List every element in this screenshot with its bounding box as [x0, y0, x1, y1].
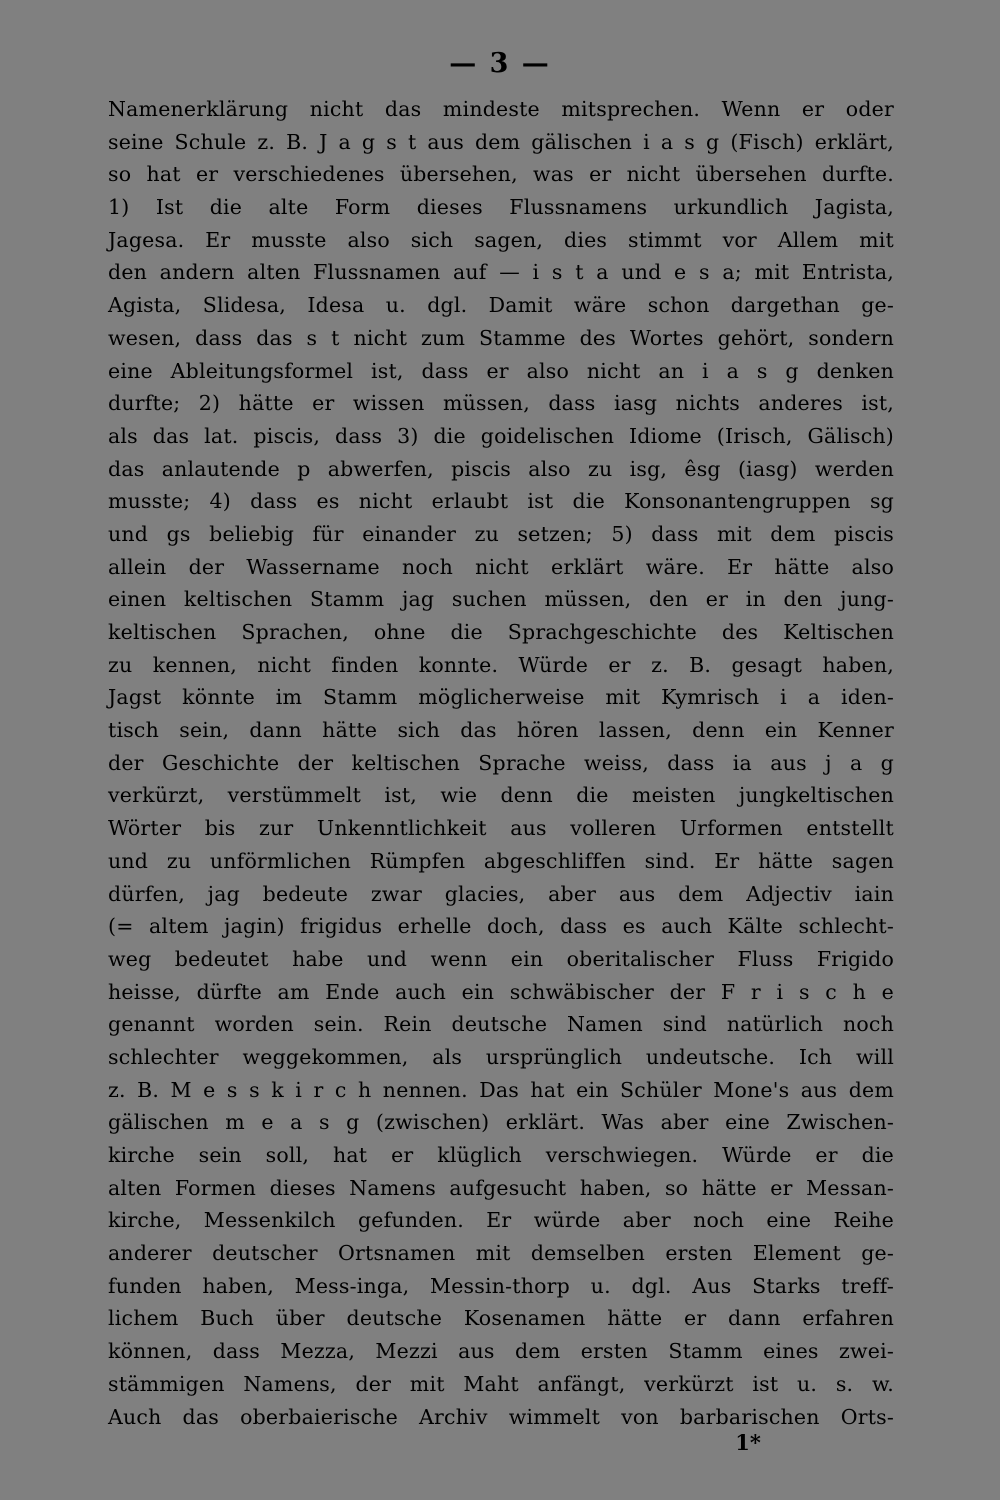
text-line: dürfen, jag bedeute zwar glacies, aber aus dem Adjectiv iain: [108, 881, 894, 906]
text-line: den andern alten Flussnamen auf — i s t a und e s a; mit Entrista,: [108, 260, 894, 285]
text-line: eine Ableitungsformel ist, dass er also nicht an i a s g denken: [108, 358, 894, 383]
text-line: als das lat. piscis, dass 3) die goidelischen Idiome (Irisch, Gälisch): [108, 423, 894, 448]
text-line: und zu unförmlichen Rümpfen abgeschliffen sind. Er hätte sagen: [108, 848, 894, 873]
text-line: Namenerklärung nicht das mindeste mitsprechen. Wenn er oder: [108, 97, 894, 121]
text-line: musste; 4) dass es nicht erlaubt ist die Konsonantengruppen sg: [108, 489, 894, 514]
text-line: lichem Buch über deutsche Kosenamen hätte er dann erfahren: [108, 1306, 894, 1331]
text-line: Jagesa. Er musste also sich sagen, dies stimmt vor Allem mit: [108, 227, 894, 252]
text-line: zu kennen, nicht finden konnte. Würde er z. B. gesagt haben,: [108, 652, 894, 677]
text-line: das anlautende p abwerfen, piscis also zu isg, êsg (iasg) werden: [108, 456, 894, 481]
text-line: stämmigen Namens, der mit Maht anfängt, verkürzt ist u. s. w.: [108, 1371, 894, 1396]
text-line: (= altem jagin) frigidus erhelle doch, dass es auch Kälte schlecht-: [108, 914, 894, 939]
text-line: seine Schule z. B. J a g s t aus dem gälischen i a s g (Fisch) erklärt,: [108, 129, 894, 154]
body-text: [108, 93, 894, 1433]
text-line: tisch sein, dann hätte sich das hören lassen, denn ein Kenner: [108, 718, 894, 743]
text-line: alten Formen dieses Namens aufgesucht haben, so hätte er Messan-: [108, 1175, 894, 1200]
text-line: Agista, Slidesa, Idesa u. dgl. Damit wäre schon dargethan ge-: [108, 293, 894, 318]
text-line: verkürzt, verstümmelt ist, wie denn die meisten jungkeltischen: [108, 783, 894, 808]
text-line: Jagst könnte im Stamm möglicherweise mit Kymrisch i a iden-: [108, 685, 894, 710]
text-line: kirche sein soll, hat er klüglich verschwiegen. Würde er die: [108, 1143, 894, 1167]
text-line: z. B. M e s s k i r c h nennen. Das hat ein Schüler Mone's aus dem: [108, 1077, 894, 1102]
text-line: Auch das oberbaierische Archiv wimmelt von barbarischen Orts-: [108, 1404, 894, 1429]
text-line: so hat er verschiedenes übersehen, was er nicht übersehen durfte.: [108, 162, 894, 187]
text-line: funden haben, Mess-inga, Messin-thorp u. dgl. Aus Starks treff-: [108, 1273, 894, 1298]
page-number: — 3 —: [449, 48, 551, 79]
text-line: anderer deutscher Ortsnamen mit demselben ersten Element ge-: [108, 1241, 894, 1266]
text-line: Wörter bis zur Unkenntlichkeit aus volleren Urformen entstellt: [108, 816, 894, 841]
text-line: kirche, Messenkilch gefunden. Er würde aber noch eine Reihe: [108, 1208, 894, 1233]
text-line: genannt worden sein. Rein deutsche Namen sind natürlich noch: [108, 1012, 894, 1037]
text-line: durfte; 2) hätte er wissen müssen, dass iasg nichts anderes ist,: [108, 391, 894, 416]
text-line: weg bedeutet habe und wenn ein oberitalischer Fluss Frigido: [108, 946, 894, 971]
text-line: gälischen m e a s g (zwischen) erklärt. Was aber eine Zwischen-: [108, 1110, 894, 1135]
text-line: heisse, dürfte am Ende auch ein schwäbischer der F r i s c h e: [108, 979, 894, 1004]
text-line: einen keltischen Stamm jag suchen müssen, den er in den jung-: [108, 587, 894, 612]
signature-mark: 1*: [735, 1430, 761, 1455]
text-line: keltischen Sprachen, ohne die Sprachgeschichte des Keltischen: [108, 620, 894, 644]
text-line: 1) Ist die alte Form dieses Flussnamens urkundlich Jagista,: [108, 195, 894, 220]
text-line: können, dass Mezza, Mezzi aus dem ersten Stamm eines zwei-: [108, 1339, 894, 1364]
text-line: wesen, dass das s t nicht zum Stamme des Wortes gehört, sondern: [108, 325, 894, 350]
text-line: und gs beliebig für einander zu setzen; 5) dass mit dem piscis: [108, 521, 894, 546]
text-line: schlechter weggekommen, als ursprünglich undeutsche. Ich will: [108, 1044, 894, 1069]
text-line: allein der Wassername noch nicht erklärt wäre. Er hätte also: [108, 554, 894, 579]
text-line: der Geschichte der keltischen Sprache weiss, dass ia aus j a g: [108, 750, 894, 775]
